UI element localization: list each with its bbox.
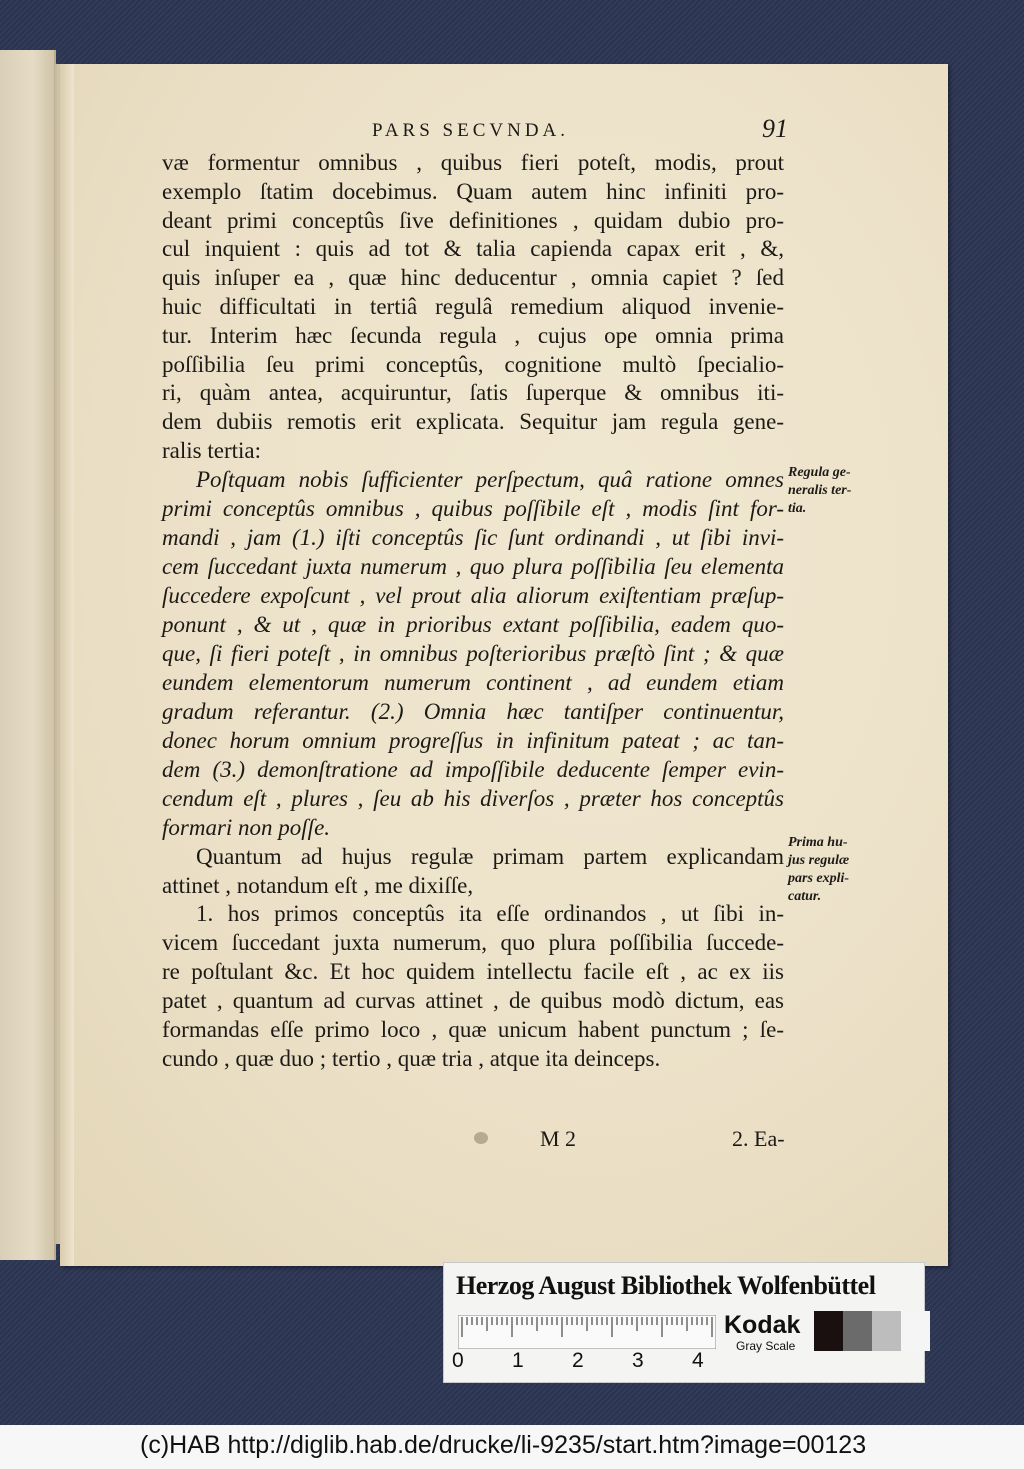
- text-line: ſuccedere expoſcunt , vel prout alia aliorum exiſtentiam præſup-: [162, 583, 784, 608]
- ruler-numbers: [452, 1349, 712, 1373]
- book-page: [60, 64, 948, 1266]
- text-line: cundo , quæ duo ; tertio , quæ tria , atque ita deinceps.: [162, 1046, 661, 1071]
- margin-note: [788, 834, 849, 906]
- text-line: exemplo ſtatim docebimus. Quam autem hinc infiniti pro-: [162, 179, 784, 204]
- ruler-number: 3: [632, 1349, 644, 1372]
- credit-text: (c)HAB http://diglib.hab.de/drucke/li-9235/start.htm?image=00123: [140, 1431, 867, 1459]
- ruler-number: 2: [572, 1349, 584, 1372]
- running-head: PARS SECVNDA.: [372, 120, 570, 141]
- ruler-number: 4: [692, 1349, 704, 1372]
- text-line: Poſtquam nobis ſufficienter perſpectum, quâ ratione omnes: [196, 467, 784, 492]
- page-gutter: [60, 64, 74, 1266]
- text-line: donec horum omnium progreſſus in infinitum pateat ; ac tan-: [162, 728, 784, 753]
- text-line: Quantum ad hujus regulæ primam partem explicandam: [196, 844, 784, 869]
- gray-swatch: [814, 1311, 843, 1351]
- library-name: Herzog August Bibliothek Wolfenbüttel: [456, 1271, 876, 1300]
- text-line: dem (3.) demonſtratione ad impoſſibile deducente ſemper evin-: [162, 757, 784, 782]
- text-line: vicem ſuccedant juxta numerum, quo plura poſſibilia ſuccede-: [162, 930, 784, 955]
- text-line: 1. hos primos conceptûs ita eſſe ordinandos , ut ſibi in-: [196, 901, 784, 926]
- margin-note-line: pars expli-: [788, 871, 850, 886]
- text-line: poſſibilia ſeu primi conceptûs, cognitione multò ſpecialio-: [162, 352, 784, 377]
- text-line: cem ſuccedant juxta numerum , quo plura poſſibilia ſeu elementa: [162, 554, 784, 579]
- text-line: formandas eſſe primo loco , quæ unicum habent punctum ; ſe-: [162, 1017, 784, 1042]
- text-line: dem dubiis remotis erit explicata. Sequitur jam regula gene-: [162, 409, 784, 434]
- margin-note-line: Prima hu-: [788, 835, 848, 850]
- text-line: formari non poſſe.: [162, 815, 331, 840]
- text-line: primi conceptûs omnibus , quibus poſſibile eſt , modis ſint for-: [162, 496, 784, 521]
- text-line: quis inſuper ea , quæ hinc deducentur , omnia capiet ? ſed: [162, 265, 784, 290]
- text-line: que, ſi fieri poteſt , in omnibus poſterioribus præſtò ſint ; & quæ: [162, 641, 784, 666]
- text-line: cendum eſt , plures , ſeu ab his diverſos , præter hos conceptûs: [162, 786, 784, 811]
- text-line: gradum referantur. (2.) Omnia hæc tantiſper continuentur,: [162, 699, 784, 724]
- ruler-number: 1: [512, 1349, 524, 1372]
- margin-note-line: neralis ter-: [788, 483, 852, 498]
- text-line: re poſtulant &c. Et hoc quidem intellectu facile eſt , ac ex iis: [162, 959, 784, 984]
- text-line: mandi , jam (1.) iſti conceptûs ſic ſunt ordinandi , ut ſibi invi-: [162, 525, 784, 550]
- text-line: væ formentur omnibus , quibus fieri poteſt, modis, prout: [162, 150, 784, 175]
- margin-note-line: jus regulæ: [788, 853, 850, 868]
- credit-bar: [0, 1425, 1024, 1469]
- text-line: eundem elementorum numerum continent , ad eundem etiam: [162, 670, 784, 695]
- gray-swatch: [843, 1311, 872, 1351]
- margin-note-line: catur.: [788, 889, 822, 904]
- text-line: tur. Interim hæc ſecunda regula , cujus ope omnia prima: [162, 323, 784, 348]
- text-line: ralis tertia:: [162, 438, 261, 463]
- margin-note-line: Regula ge-: [788, 465, 851, 480]
- text-line: attinet , notandum eſt , me dixiſſe,: [162, 873, 474, 898]
- signature-mark: M 2: [540, 1126, 577, 1151]
- gray-swatch: [872, 1311, 901, 1351]
- text-line: cul inquient : quis ad tot & talia capienda capax erit , &,: [162, 236, 784, 261]
- kodak-logo: Kodak: [724, 1311, 801, 1339]
- text-line: huic difficultati in tertiâ regulâ remedium aliquod invenie-: [162, 294, 784, 319]
- margin-note: [788, 464, 851, 518]
- library-label-card: [443, 1262, 925, 1383]
- catchword: 2. Ea-: [732, 1126, 785, 1151]
- page-number: 91: [762, 114, 788, 143]
- text-line: ponunt , & ut , quæ in prioribus extant poſſibilia, eadem quo-: [162, 612, 784, 637]
- ink-spot: [474, 1132, 488, 1144]
- gray-swatch: [901, 1311, 930, 1351]
- text-line: patet , quantum ad curvas attinet , de quibus modò dictum, eas: [162, 988, 784, 1013]
- text-line: deant primi conceptûs ſive definitiones , quidam dubio pro-: [162, 208, 784, 233]
- ruler-number: 0: [452, 1349, 464, 1372]
- text-line: ri, quàm antea, acquiruntur, ſatis ſuperque & omnibus iti-: [162, 380, 784, 405]
- previous-page-edge: [0, 50, 56, 1260]
- margin-note-line: tia.: [788, 501, 807, 516]
- gray-scale-label: Gray Scale: [736, 1339, 796, 1353]
- ruler-icon: [458, 1315, 716, 1349]
